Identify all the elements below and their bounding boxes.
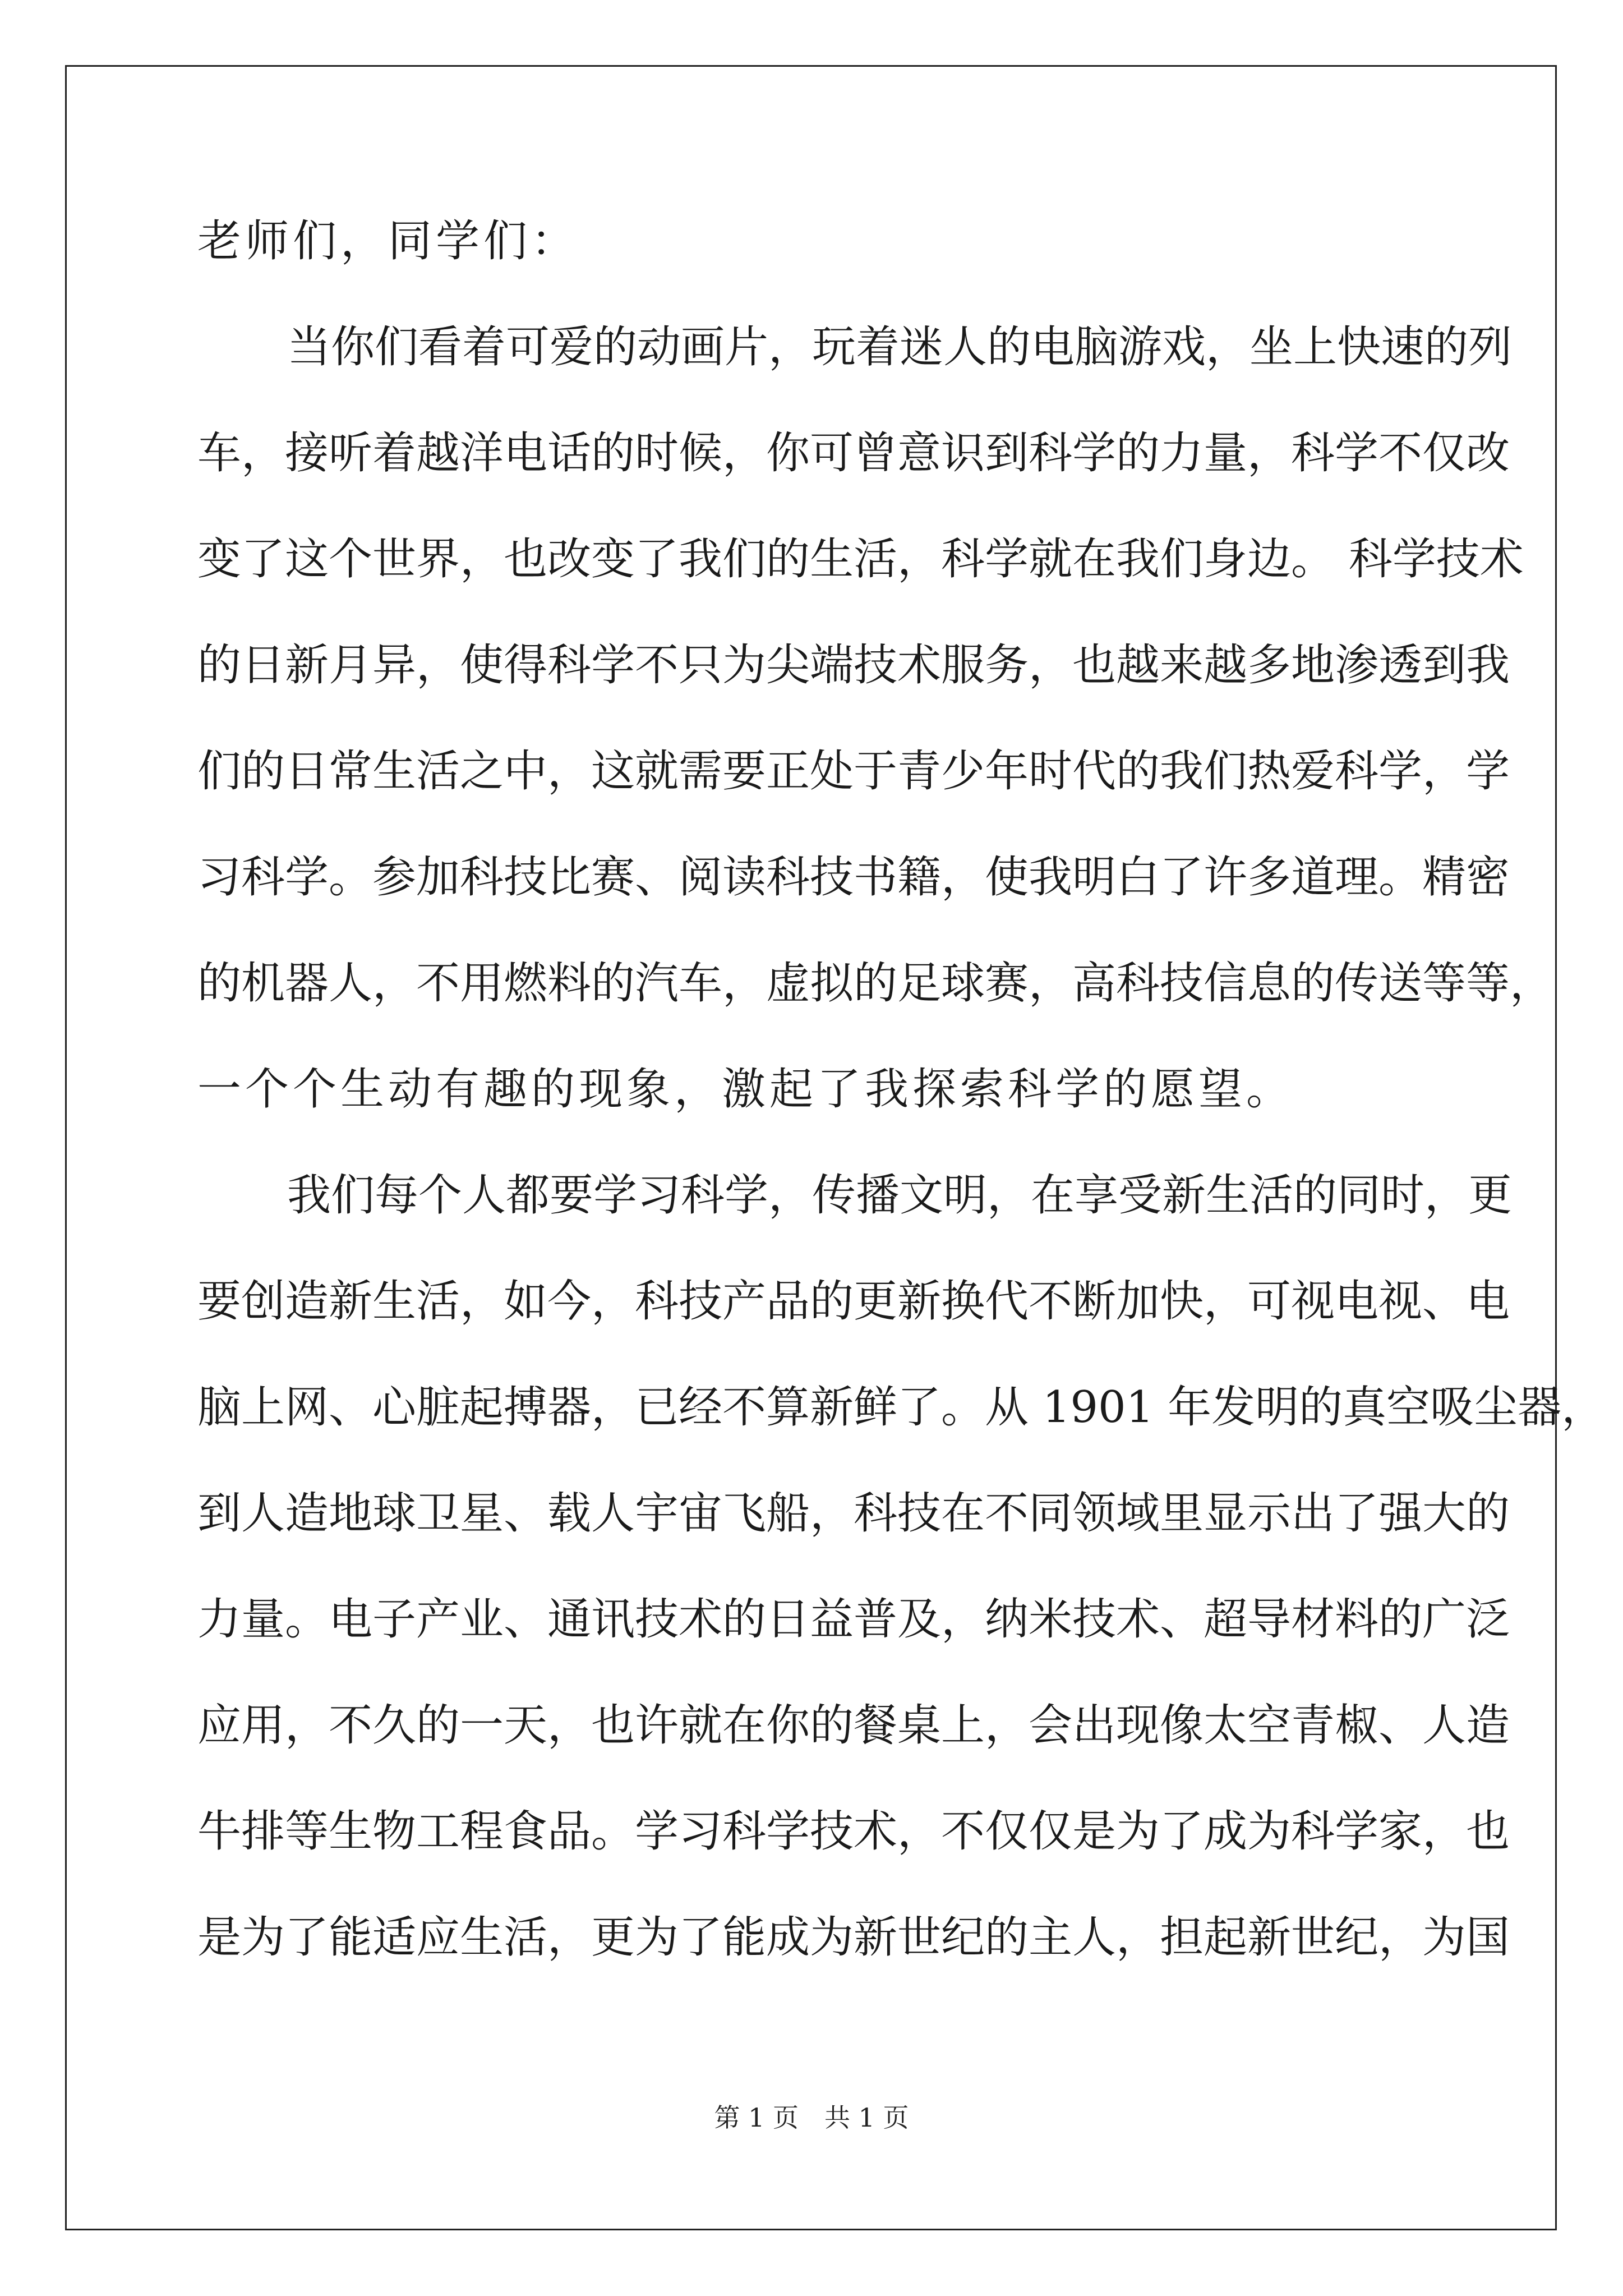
document-body bbox=[197, 208, 1606, 2010]
paragraph-1-line-1: 当你们看着可爱的动画片，玩着迷人的电脑游戏，坐上快速的列 bbox=[287, 322, 1513, 372]
paragraph-2-line-2: 要创造新生活，如今，科技产品的更新换代不断加快，可视电视、电 bbox=[197, 1276, 1510, 1327]
paragraph-2-line-8: 是为了能适应生活，更为了能成为新世纪的主人，担起新世纪，为国 bbox=[197, 1912, 1510, 1963]
paragraph-2-line-4: 到人造地球卫星、载人宇宙飞船，科技在不同领域里显示出了强大的 bbox=[197, 1488, 1510, 1539]
paragraph-2-line-7: 牛排等生物工程食品。学习科学技术，不仅仅是为了成为科学家，也 bbox=[197, 1806, 1510, 1857]
paragraph-2-line-5: 力量。电子产业、通讯技术的日益普及，纳米技术、超导材料的广泛 bbox=[197, 1594, 1510, 1645]
paragraph-1-line-4: 的日新月异，使得科学不只为尖端技术服务，也越来越多地渗透到我 bbox=[197, 640, 1510, 691]
paragraph-1-line-2: 车，接听着越洋电话的时候，你可曾意识到科学的力量，科学不仅改 bbox=[197, 428, 1510, 478]
paragraph-2-line-1: 我们每个人都要学习科学，传播文明，在享受新生活的同时，更 bbox=[287, 1170, 1513, 1221]
salutation: 老师们，同学们： bbox=[197, 216, 579, 266]
paragraph-1-line-8: 一个个生动有趣的现象，激起了我探索科学的愿望。 bbox=[197, 1064, 1294, 1115]
paragraph-1-line-6: 习科学。参加科技比赛、阅读科技书籍，使我明白了许多道理。精密 bbox=[197, 852, 1510, 903]
paragraph-1-line-5: 们的日常生活之中，这就需要正处于青少年时代的我们热爱科学，学 bbox=[197, 746, 1510, 797]
page-number-footer: 第 1 页 共 1 页 bbox=[714, 2102, 909, 2133]
paragraph-1-line-7: 的机器人，不用燃料的汽车，虚拟的足球赛，高科技信息的传送等等， bbox=[197, 958, 1554, 1009]
paragraph-2-line-3: 脑上网、心脏起搏器，已经不算新鲜了。从 1901 年发明的真空吸尘器， bbox=[197, 1382, 1606, 1433]
paragraph-2-line-6: 应用，不久的一天，也许就在你的餐桌上，会出现像太空青椒、人造 bbox=[197, 1700, 1510, 1751]
paragraph-1-line-3: 变了这个世界，也改变了我们的生活，科学就在我们身边。 科学技术 bbox=[197, 534, 1524, 585]
